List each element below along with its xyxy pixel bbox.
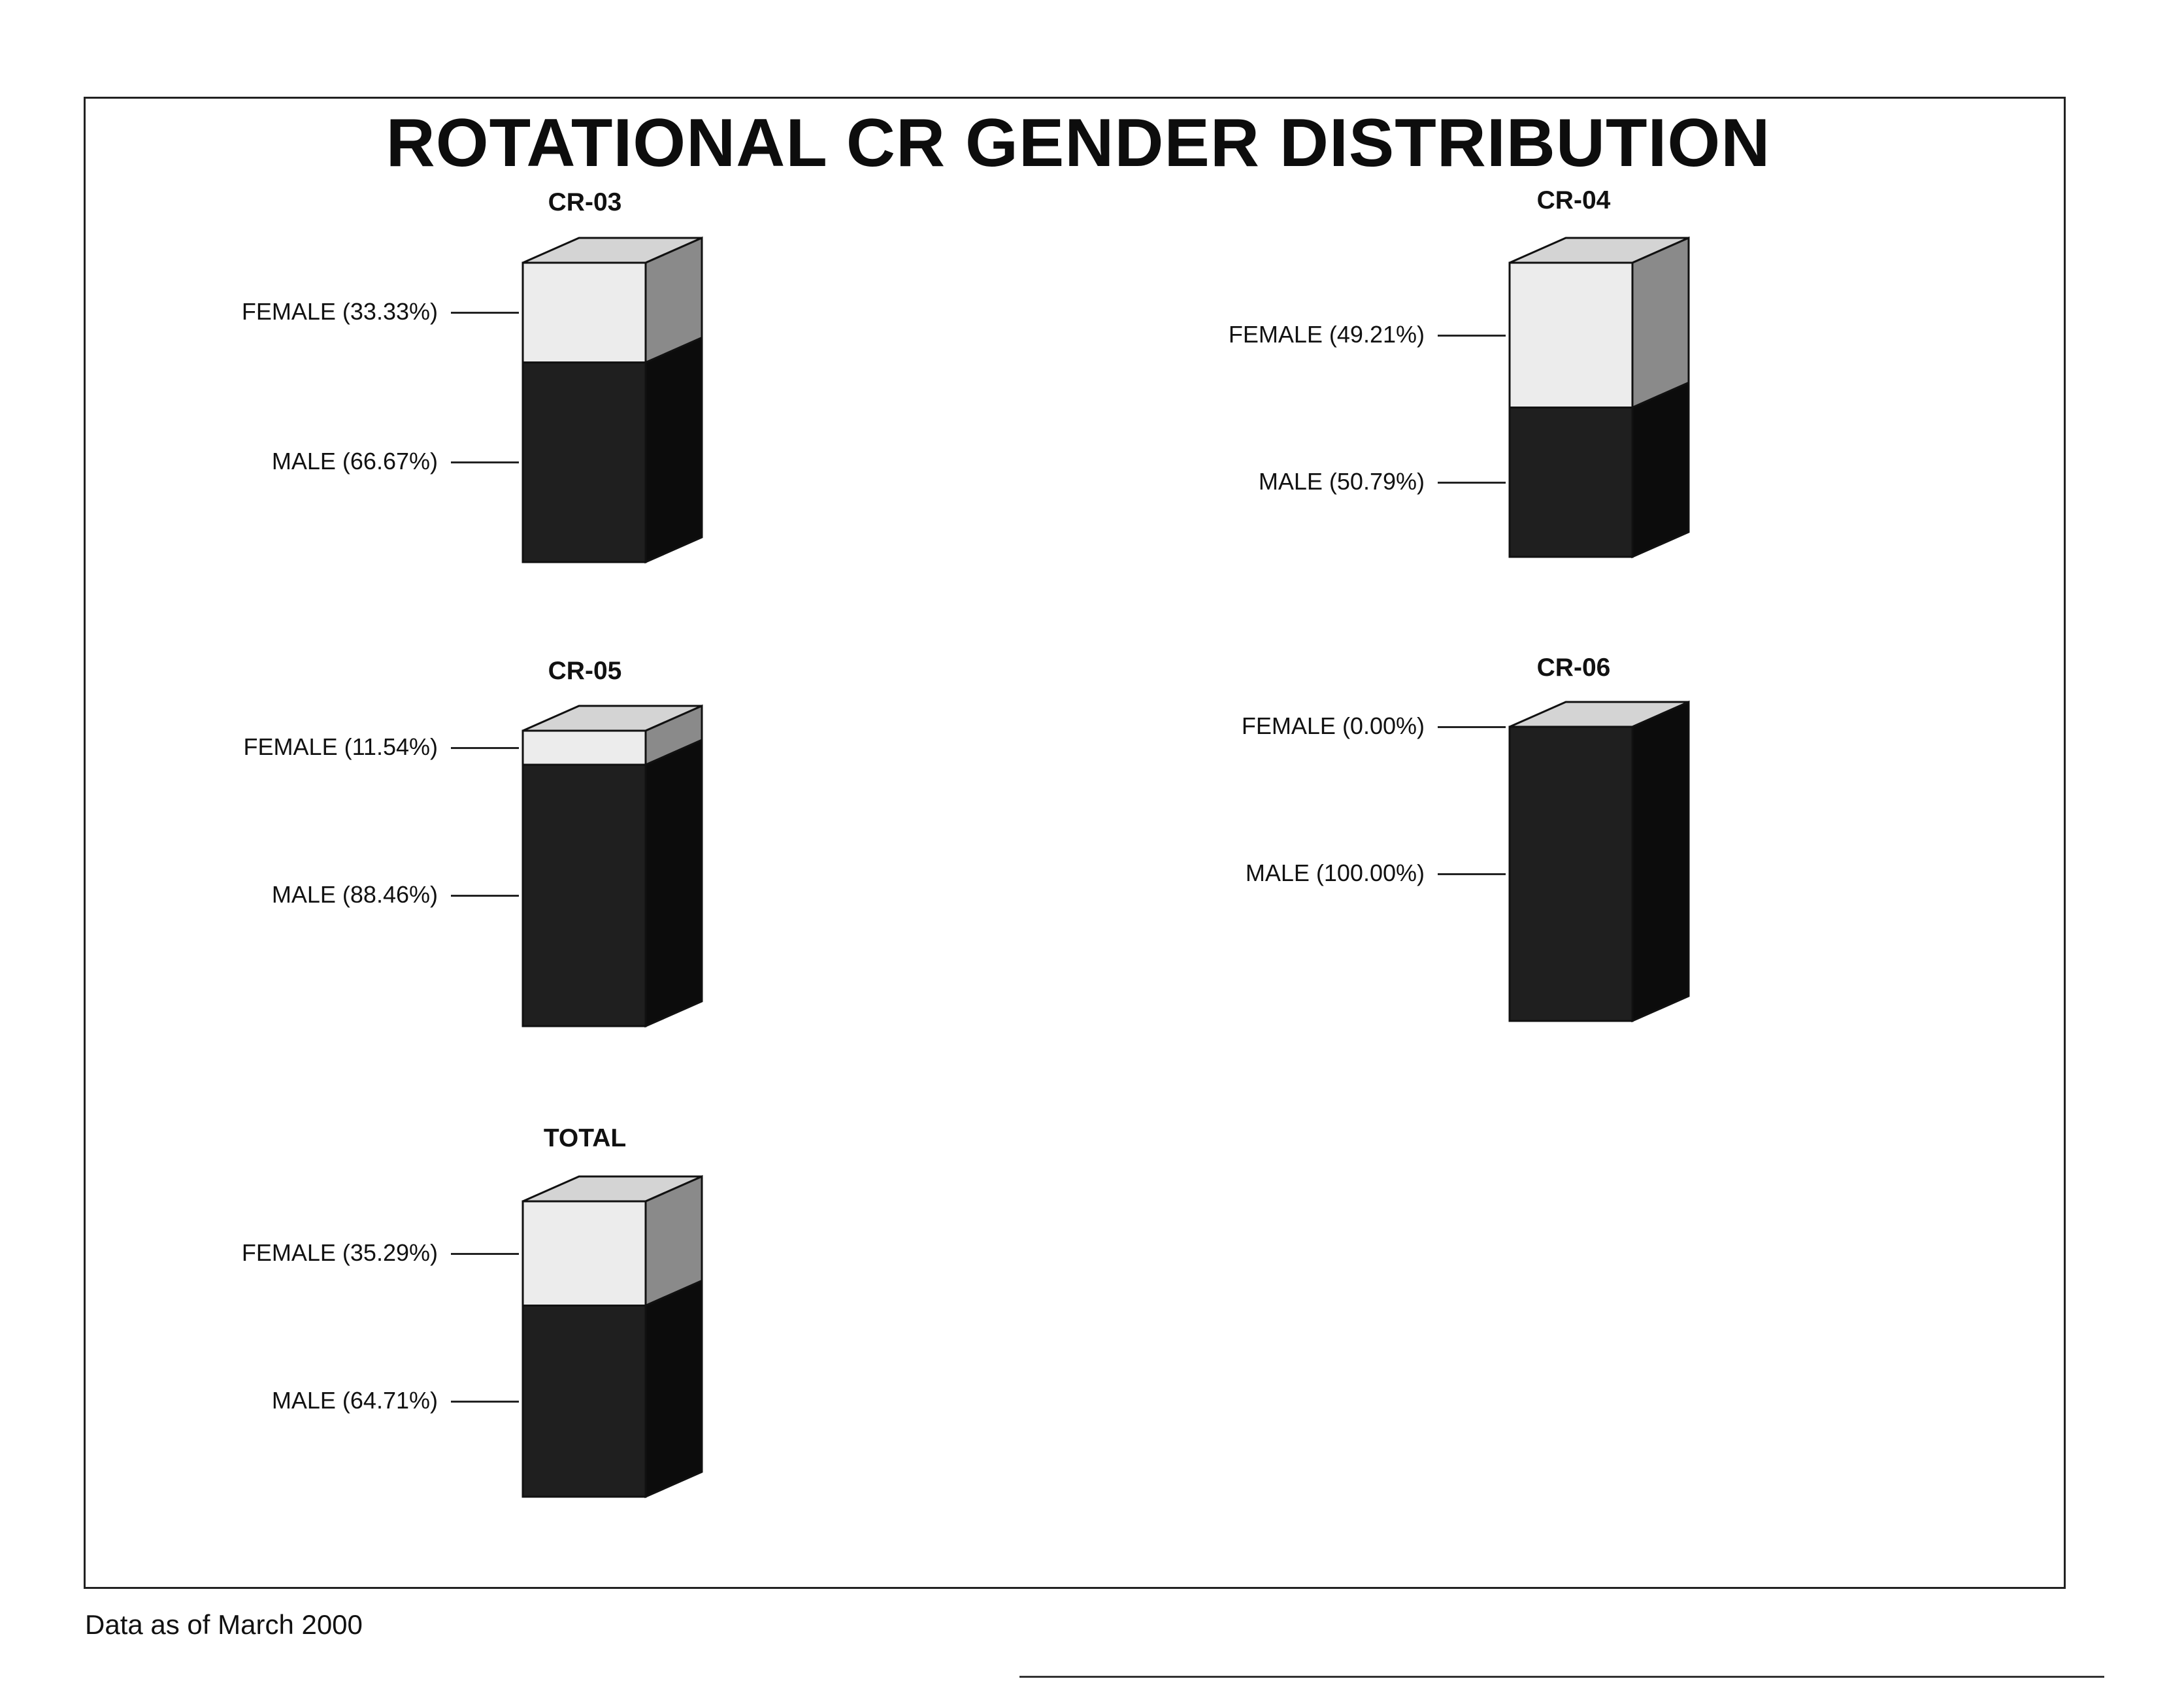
male-side-total — [646, 1281, 702, 1497]
chart-title-cr-03: CR-03 — [548, 188, 622, 216]
male-segment-cr-06 — [1510, 727, 1632, 1021]
male-leader-line-cr-05 — [451, 895, 519, 897]
stacked-bar-total — [523, 1176, 704, 1499]
stacked-bar-cr-04 — [1510, 238, 1691, 559]
female-label-cr-06: FEMALE (0.00%) — [1241, 712, 1425, 739]
male-segment-total — [523, 1306, 646, 1497]
female-leader-line-total — [451, 1253, 519, 1255]
stacked-bar-cr-03 — [523, 238, 704, 565]
female-segment-cr-04 — [1510, 263, 1632, 407]
female-label-cr-05: FEMALE (11.54%) — [243, 733, 438, 761]
male-segment-cr-03 — [523, 363, 646, 562]
female-leader-line-cr-06 — [1438, 726, 1506, 728]
male-segment-cr-04 — [1510, 407, 1632, 557]
chart-title-total: TOTAL — [543, 1124, 627, 1152]
female-leader-line-cr-05 — [451, 747, 519, 749]
male-label-cr-05: MALE (88.46%) — [271, 881, 438, 908]
male-leader-line-cr-03 — [451, 461, 519, 463]
male-side-cr-03 — [646, 338, 702, 562]
male-side-cr-06 — [1632, 702, 1689, 1021]
female-label-cr-04: FEMALE (49.21%) — [1228, 320, 1425, 348]
female-segment-cr-03 — [523, 263, 646, 363]
male-side-cr-04 — [1632, 382, 1689, 557]
male-label-cr-04: MALE (50.79%) — [1258, 467, 1425, 495]
chart-title-cr-04: CR-04 — [1536, 186, 1611, 214]
male-segment-cr-05 — [523, 765, 646, 1026]
chart-title-cr-06: CR-06 — [1536, 654, 1611, 682]
footnote: Data as of March 2000 — [85, 1609, 363, 1640]
scan-edge-rule — [1019, 1676, 2104, 1678]
female-segment-total — [523, 1201, 646, 1306]
female-side-cr-04 — [1632, 238, 1689, 407]
female-leader-line-cr-04 — [1438, 335, 1506, 337]
male-label-cr-03: MALE (66.67%) — [271, 448, 438, 475]
female-label-total: FEMALE (35.29%) — [241, 1239, 438, 1266]
male-leader-line-cr-06 — [1438, 873, 1506, 875]
female-label-cr-03: FEMALE (33.33%) — [241, 298, 438, 325]
chart-title-cr-05: CR-05 — [548, 657, 622, 685]
male-leader-line-total — [451, 1401, 519, 1403]
stacked-bar-cr-05 — [523, 706, 704, 1029]
male-label-total: MALE (64.71%) — [271, 1386, 438, 1414]
male-side-cr-05 — [646, 740, 702, 1026]
male-leader-line-cr-04 — [1438, 482, 1506, 484]
page-title: ROTATIONAL CR GENDER DISTRIBUTION — [386, 105, 1771, 181]
female-segment-cr-05 — [523, 731, 646, 765]
female-leader-line-cr-03 — [451, 312, 519, 314]
stacked-bar-cr-06 — [1510, 702, 1691, 1024]
male-label-cr-06: MALE (100.00%) — [1245, 859, 1425, 886]
